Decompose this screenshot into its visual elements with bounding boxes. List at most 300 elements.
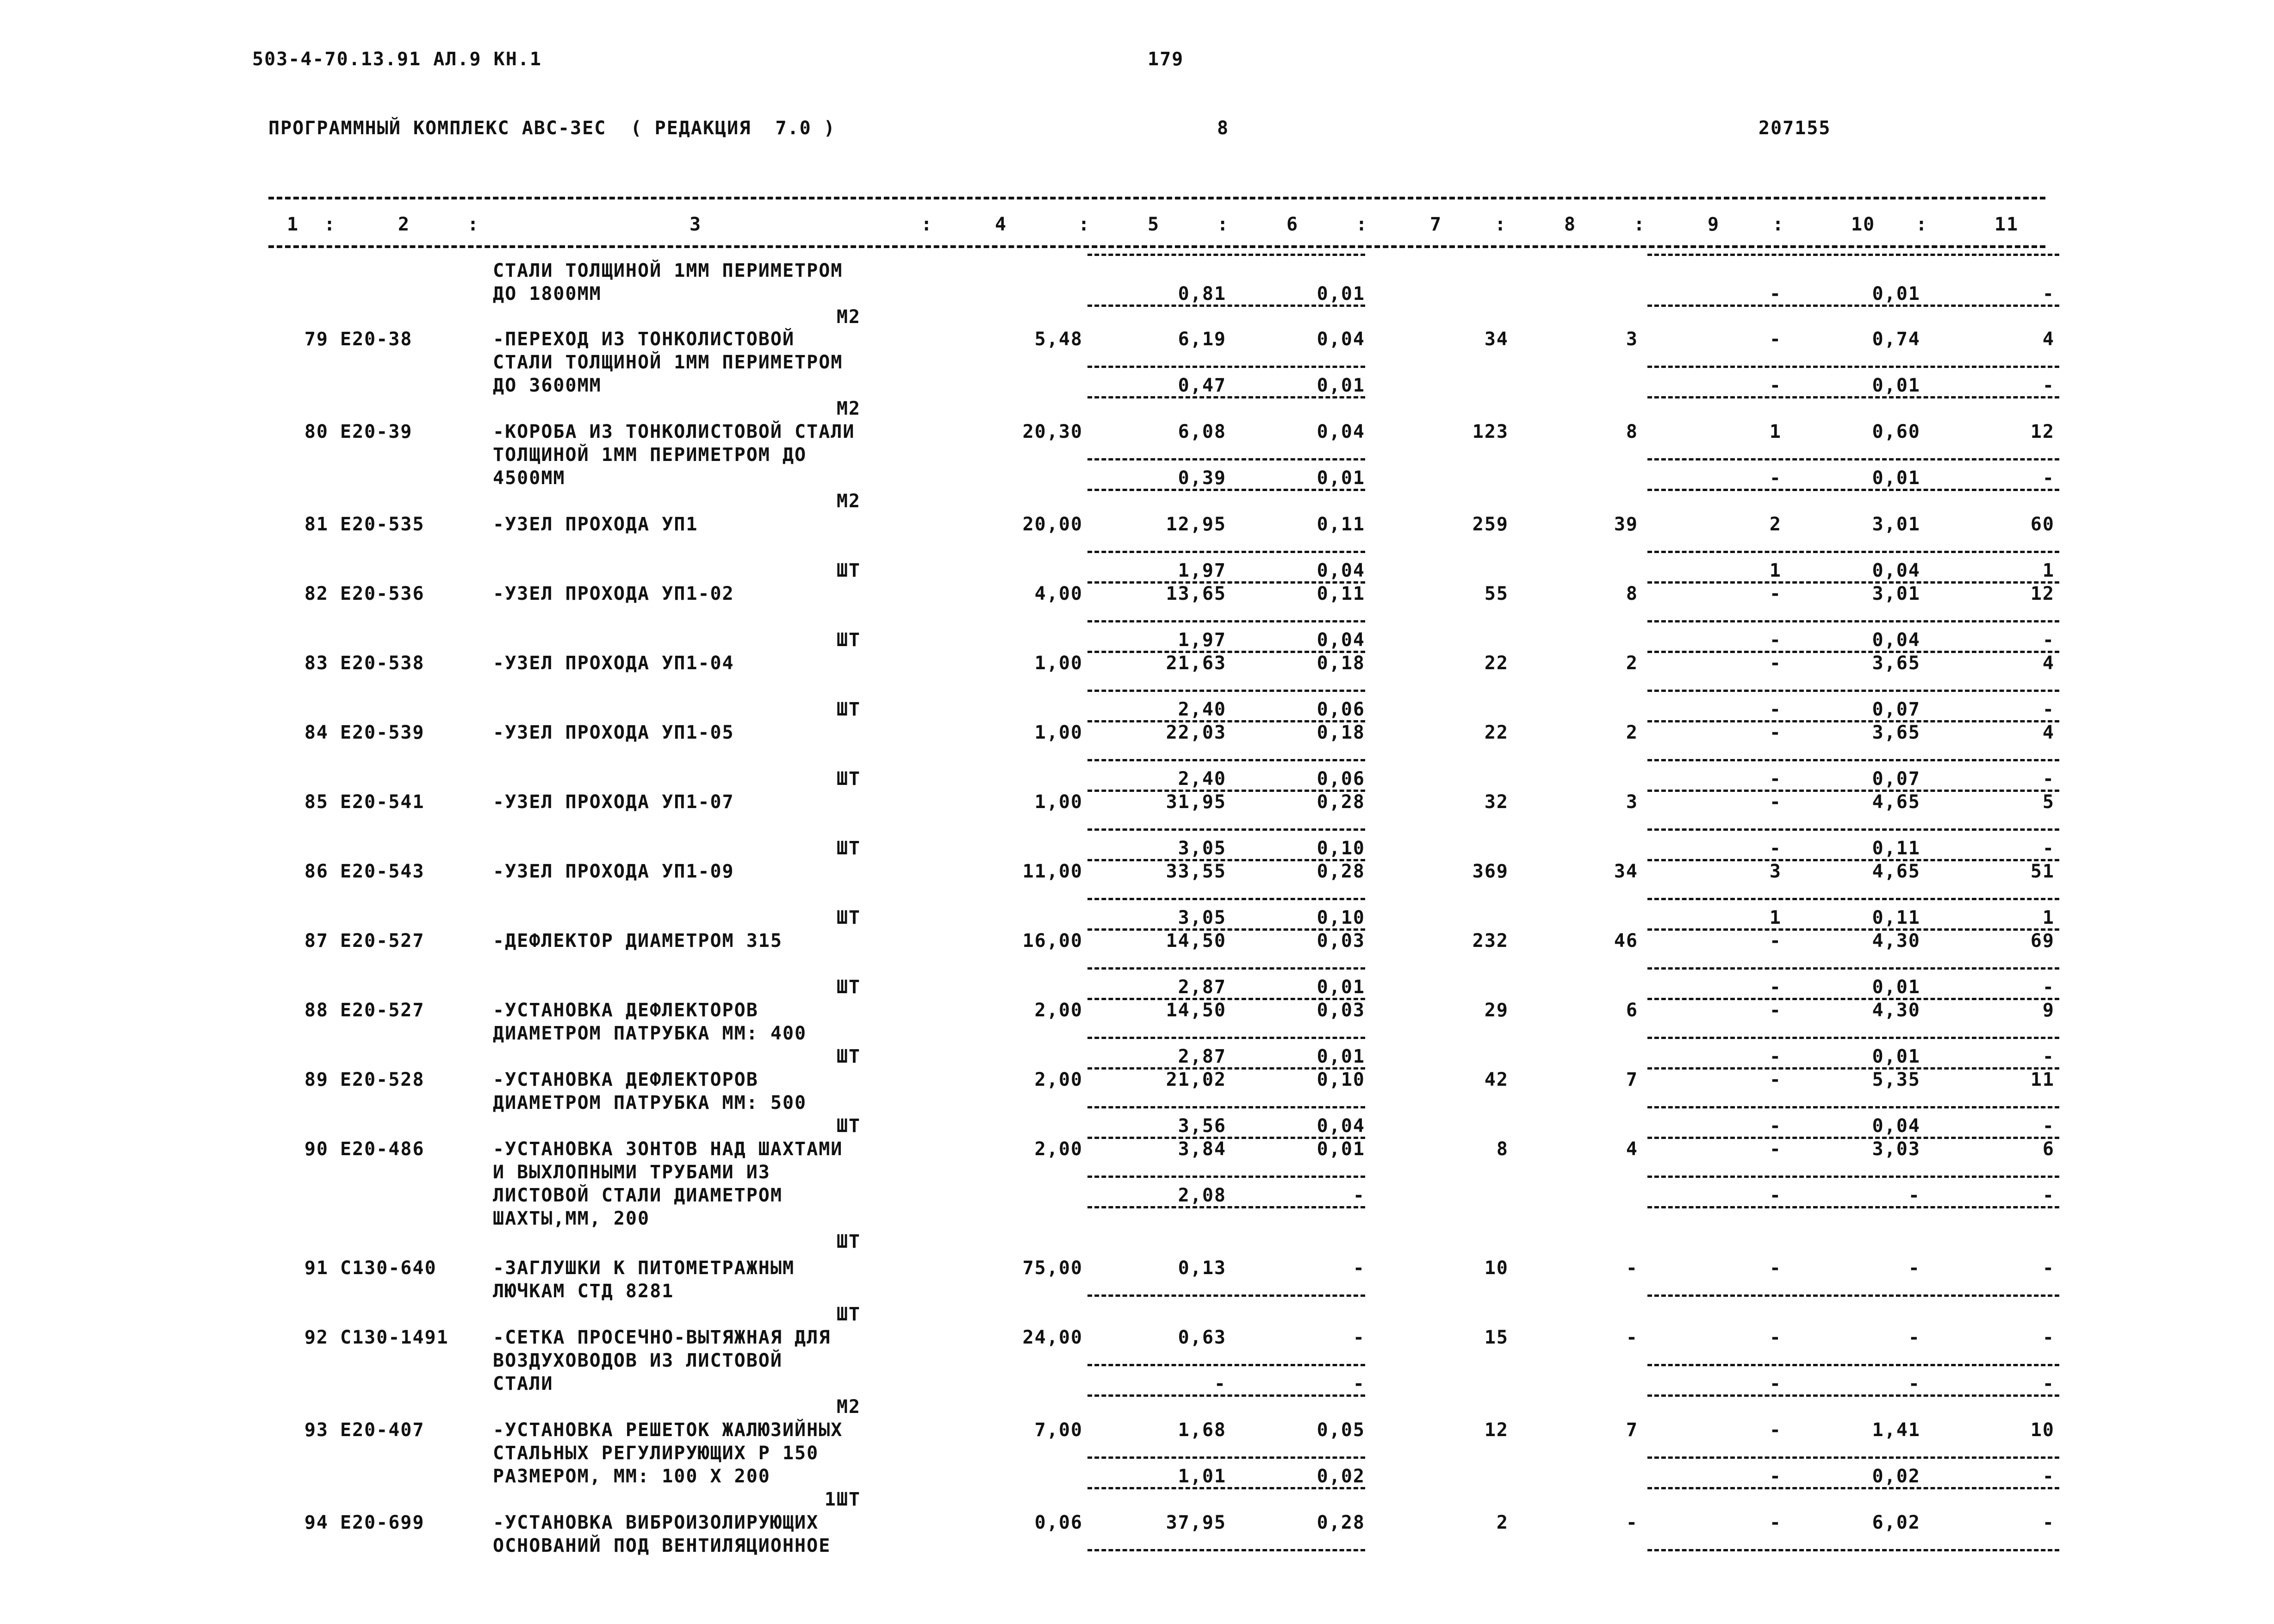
row-col8: 8	[1626, 421, 1638, 442]
row-col5: 14,50	[1166, 1000, 1226, 1021]
row-description-line: -УЗЕЛ ПРОХОДА УП1-09	[493, 861, 734, 882]
row-sub-col10: 0,04	[1872, 1115, 1920, 1137]
row-sub-col6: 0,01	[1317, 467, 1365, 489]
row-number: 85	[304, 791, 329, 813]
row-number: 84	[304, 722, 329, 743]
row-sub-col5: -	[1214, 1373, 1226, 1394]
row-col6: 0,04	[1317, 421, 1365, 442]
cell-rule	[1087, 828, 1365, 831]
row-sub-col10: 0,01	[1872, 977, 1920, 998]
cell-rule	[1087, 1294, 1365, 1297]
row-sub-col5: 3,05	[1178, 838, 1226, 859]
cell-rule	[1647, 489, 2059, 491]
row-description-line: ДО 1800ММ	[493, 283, 602, 305]
column-separator: :	[1495, 214, 1507, 235]
row-sub-col5: 1,97	[1178, 629, 1226, 651]
row-col9: -	[1769, 583, 1782, 604]
row-description-line: 4500ММ	[493, 467, 565, 489]
row-col7: 22	[1484, 653, 1509, 674]
row-col8: -	[1626, 1512, 1638, 1533]
column-separator: :	[1217, 214, 1230, 235]
column-header-5: 5	[1148, 214, 1160, 235]
column-header-8: 8	[1564, 214, 1577, 235]
row-sub-col6: 0,01	[1317, 283, 1365, 305]
row-sub-col11: -	[2042, 768, 2055, 790]
row-sub-col6: 0,04	[1317, 629, 1365, 651]
row-sub-col11: -	[2042, 1046, 2055, 1067]
row-code: Е20-536	[340, 583, 425, 604]
cell-rule	[1087, 620, 1365, 622]
row-number: 81	[304, 514, 329, 535]
row-description-line: ЛЮЧКАМ СТД 8281	[493, 1281, 674, 1302]
row-col5: 37,95	[1166, 1512, 1226, 1533]
row-col11: -	[2042, 1327, 2055, 1348]
row-col8: 7	[1626, 1069, 1638, 1090]
row-code: Е20-527	[340, 930, 425, 952]
cell-rule	[1647, 1549, 2059, 1551]
row-sub-col11: -	[2042, 375, 2055, 396]
column-header-9: 9	[1708, 214, 1720, 235]
row-col11: 5	[2042, 791, 2055, 813]
row-description-line: ШАХТЫ,ММ, 200	[493, 1208, 650, 1229]
row-col11: 51	[2030, 861, 2055, 882]
row-col5: 1,68	[1178, 1419, 1226, 1441]
row-number: 90	[304, 1139, 329, 1160]
column-header-4: 4	[995, 214, 1007, 235]
row-col10: 3,65	[1872, 722, 1920, 743]
row-quantity: 5,48	[1034, 329, 1083, 350]
section-number: 8	[1217, 118, 1230, 139]
cell-rule	[1647, 1106, 2059, 1108]
row-quantity: 11,00	[1022, 861, 1083, 882]
cell-rule	[1647, 967, 2059, 970]
cell-rule	[1087, 489, 1365, 491]
row-sub-col9: -	[1769, 1185, 1782, 1206]
page-number: 179	[1148, 49, 1184, 70]
cell-rule	[1087, 305, 1365, 307]
row-sub-col11: 1	[2042, 907, 2055, 928]
row-col10: 4,30	[1872, 930, 1920, 952]
cell-rule	[1087, 759, 1365, 761]
row-sub-col11: 1	[2042, 560, 2055, 581]
row-description-line: -ЗАГЛУШКИ К ПИТОМЕТРАЖНЫМ	[493, 1257, 795, 1279]
row-sub-col9: -	[1769, 1466, 1782, 1487]
row-col6: 0,18	[1317, 722, 1365, 743]
row-quantity: 24,00	[1022, 1327, 1083, 1348]
row-unit: ШТ	[836, 560, 861, 581]
row-code: Е20-486	[340, 1139, 425, 1160]
row-quantity: 7,00	[1034, 1419, 1083, 1441]
row-col7: 232	[1472, 930, 1509, 952]
row-col9: 1	[1769, 421, 1782, 442]
cell-rule	[1647, 396, 2059, 398]
row-description-line: -УЗЕЛ ПРОХОДА УП1-05	[493, 722, 734, 743]
row-sub-col5: 2,87	[1178, 977, 1226, 998]
row-sub-col5: 0,47	[1178, 375, 1226, 396]
row-sub-col5: 3,56	[1178, 1115, 1226, 1137]
row-description-line: СТАЛИ	[493, 1373, 553, 1394]
cell-rule	[1647, 828, 2059, 831]
doc-code: 503-4-70.13.91 АЛ.9 КН.1	[252, 49, 542, 70]
column-header-2: 2	[398, 214, 410, 235]
row-description-line: ДО 3600ММ	[493, 375, 602, 396]
column-separator: :	[1772, 214, 1785, 235]
row-col5: 3,84	[1178, 1139, 1226, 1160]
row-sub-col9: -	[1769, 768, 1782, 790]
cell-rule	[1647, 690, 2059, 692]
row-number: 93	[304, 1419, 329, 1441]
row-sub-col11: -	[2042, 699, 2055, 720]
cell-rule	[1647, 620, 2059, 622]
program-title: ПРОГРАММНЫЙ КОМПЛЕКС АВС-ЗЕС ( РЕДАКЦИЯ 7.0 )	[268, 118, 836, 139]
row-col5: 33,55	[1166, 861, 1226, 882]
row-sub-col11: -	[2042, 629, 2055, 651]
row-sub-col6: 0,02	[1317, 1466, 1365, 1487]
row-sub-col6: 0,01	[1317, 1046, 1365, 1067]
row-col7: 15	[1484, 1327, 1509, 1348]
row-col6: 0,04	[1317, 329, 1365, 350]
row-col8: 3	[1626, 329, 1638, 350]
row-col8: 3	[1626, 791, 1638, 813]
cell-rule	[1087, 1549, 1365, 1551]
row-code: Е20-528	[340, 1069, 425, 1090]
column-header-10: 10	[1851, 214, 1876, 235]
row-col10: 0,60	[1872, 421, 1920, 442]
row-col6: 0,28	[1317, 861, 1365, 882]
row-col6: 0,11	[1317, 514, 1365, 535]
cell-rule	[1087, 1206, 1365, 1208]
row-col8: 7	[1626, 1419, 1638, 1441]
row-description-line: ТОЛЩИНОЙ 1ММ ПЕРИМЕТРОМ ДО	[493, 444, 807, 466]
column-header-3: 3	[690, 214, 702, 235]
row-sub-col9: -	[1769, 1115, 1782, 1137]
row-col9: -	[1769, 653, 1782, 674]
row-sub-col11: -	[2042, 283, 2055, 305]
cell-rule	[1647, 1037, 2059, 1039]
row-sub-col6: 0,04	[1317, 560, 1365, 581]
row-sub-col10: 0,07	[1872, 768, 1920, 790]
row-unit: ШТ	[836, 1115, 861, 1137]
table-header-rule	[268, 245, 2045, 248]
row-sub-col10: 0,01	[1872, 283, 1920, 305]
row-col6: 0,01	[1317, 1139, 1365, 1160]
row-quantity: 4,00	[1034, 583, 1083, 604]
row-col10: 4,65	[1872, 861, 1920, 882]
row-col7: 42	[1484, 1069, 1509, 1090]
row-quantity: 1,00	[1034, 791, 1083, 813]
row-description-line: -СЕТКА ПРОСЕЧНО-ВЫТЯЖНАЯ ДЛЯ	[493, 1327, 831, 1348]
row-sub-col5: 1,01	[1178, 1466, 1226, 1487]
cell-rule	[1087, 366, 1365, 368]
row-unit: ШТ	[836, 1304, 861, 1325]
row-code: Е20-38	[340, 329, 413, 350]
row-col6: 0,11	[1317, 583, 1365, 604]
row-sub-col10: 0,01	[1872, 1046, 1920, 1067]
row-description-line: -УЗЕЛ ПРОХОДА УП1-04	[493, 653, 734, 674]
row-col7: 29	[1484, 1000, 1509, 1021]
row-col6: 0,10	[1317, 1069, 1365, 1090]
row-col9: 2	[1769, 514, 1782, 535]
row-unit: 1ШТ	[824, 1489, 861, 1510]
row-sub-col9: 1	[1769, 907, 1782, 928]
row-col8: 6	[1626, 1000, 1638, 1021]
row-col7: 12	[1484, 1419, 1509, 1441]
column-separator: :	[1078, 214, 1091, 235]
document-id: 207155	[1758, 118, 1831, 139]
row-description-line: -ДЕФЛЕКТОР ДИАМЕТРОМ 315	[493, 930, 783, 952]
row-col6: -	[1353, 1327, 1365, 1348]
row-col10: 4,65	[1872, 791, 1920, 813]
row-col9: -	[1769, 1069, 1782, 1090]
column-separator: :	[1916, 214, 1928, 235]
row-number: 91	[304, 1257, 329, 1279]
row-col8: 2	[1626, 653, 1638, 674]
cell-rule	[1647, 1176, 2059, 1178]
row-unit: ШТ	[836, 768, 861, 790]
row-sub-col11: -	[2042, 838, 2055, 859]
row-col11: 12	[2030, 421, 2055, 442]
row-col5: 21,63	[1166, 653, 1226, 674]
cell-rule	[1087, 898, 1365, 900]
row-col10: 6,02	[1872, 1512, 1920, 1533]
row-col7: 369	[1472, 861, 1509, 882]
row-quantity: 20,30	[1022, 421, 1083, 442]
row-number: 88	[304, 1000, 329, 1021]
cell-rule	[1087, 690, 1365, 692]
row-sub-col9: -	[1769, 467, 1782, 489]
cell-rule	[1087, 1394, 1365, 1397]
row-sub-col10: -	[1908, 1185, 1920, 1206]
row-quantity: 0,06	[1034, 1512, 1083, 1533]
row-col8: 46	[1614, 930, 1638, 952]
row-sub-col10: 0,07	[1872, 699, 1920, 720]
row-sub-col9: -	[1769, 1046, 1782, 1067]
row-quantity: 1,00	[1034, 653, 1083, 674]
row-col11: 12	[2030, 583, 2055, 604]
cell-rule	[1647, 305, 2059, 307]
row-sub-col6: -	[1353, 1373, 1365, 1394]
row-col10: 3,01	[1872, 583, 1920, 604]
row-col6: 0,03	[1317, 1000, 1365, 1021]
cell-rule	[1087, 967, 1365, 970]
row-col8: -	[1626, 1327, 1638, 1348]
cell-rule	[1087, 1106, 1365, 1108]
column-separator: :	[467, 214, 480, 235]
cell-rule	[1087, 1037, 1365, 1039]
row-col9: -	[1769, 1139, 1782, 1160]
row-sub-col5: 2,87	[1178, 1046, 1226, 1067]
row-number: 83	[304, 653, 329, 674]
cell-rule	[1087, 551, 1365, 553]
column-header-7: 7	[1430, 214, 1442, 235]
row-description-line: -УСТАНОВКА ДЕФЛЕКТОРОВ	[493, 1069, 758, 1090]
row-code: С130-640	[340, 1257, 437, 1279]
row-col7: 123	[1472, 421, 1509, 442]
row-description-line: -УСТАНОВКА ВИБРОИЗОЛИРУЮЩИХ	[493, 1512, 819, 1533]
row-sub-col11: -	[2042, 977, 2055, 998]
row-description-line: -УСТАНОВКА ДЕФЛЕКТОРОВ	[493, 1000, 758, 1021]
row-col9: -	[1769, 329, 1782, 350]
row-unit: М2	[836, 306, 861, 328]
column-header-6: 6	[1286, 214, 1299, 235]
row-col5: 6,19	[1178, 329, 1226, 350]
row-col5: 0,63	[1178, 1327, 1226, 1348]
row-code: Е20-538	[340, 653, 425, 674]
row-number: 94	[304, 1512, 329, 1533]
row-col11: 11	[2030, 1069, 2055, 1090]
row-unit: М2	[836, 491, 861, 512]
row-col11: 4	[2042, 329, 2055, 350]
column-header-1: 1	[287, 214, 299, 235]
row-col8: 8	[1626, 583, 1638, 604]
row-quantity: 2,00	[1034, 1069, 1083, 1090]
row-col10: 5,35	[1872, 1069, 1920, 1090]
row-col8: 34	[1614, 861, 1638, 882]
row-sub-col10: 0,01	[1872, 467, 1920, 489]
row-code: Е20-39	[340, 421, 413, 442]
column-separator: :	[1356, 214, 1368, 235]
cell-rule	[1647, 1456, 2059, 1459]
row-quantity: 75,00	[1022, 1257, 1083, 1279]
row-sub-col6: 0,04	[1317, 1115, 1365, 1137]
row-description-line: И ВЫХЛОПНЫМИ ТРУБАМИ ИЗ	[493, 1162, 770, 1183]
row-col7: 22	[1484, 722, 1509, 743]
row-col11: 6	[2042, 1139, 2055, 1160]
row-col5: 22,03	[1166, 722, 1226, 743]
cell-rule	[1647, 458, 2059, 460]
row-code: Е20-699	[340, 1512, 425, 1533]
row-quantity: 2,00	[1034, 1139, 1083, 1160]
row-sub-col11: -	[2042, 1466, 2055, 1487]
row-col5: 0,13	[1178, 1257, 1226, 1279]
cell-rule	[1647, 366, 2059, 368]
row-col7: 259	[1472, 514, 1509, 535]
row-col7: 2	[1496, 1512, 1509, 1533]
cell-rule	[1647, 759, 2059, 761]
row-description-line: ЛИСТОВОЙ СТАЛИ ДИАМЕТРОМ	[493, 1185, 783, 1206]
row-sub-col11: -	[2042, 1115, 2055, 1137]
row-col5: 14,50	[1166, 930, 1226, 952]
row-col9: -	[1769, 930, 1782, 952]
row-col6: 0,18	[1317, 653, 1365, 674]
cell-rule	[1647, 1206, 2059, 1208]
row-unit: М2	[836, 1396, 861, 1418]
row-col5: 6,08	[1178, 421, 1226, 442]
row-col11: -	[2042, 1257, 2055, 1279]
row-description-line: СТАЛЬНЫХ РЕГУЛИРУЮЩИХ Р 150	[493, 1443, 819, 1464]
row-description-line: ДИАМЕТРОМ ПАТРУБКА ММ: 400	[493, 1023, 807, 1044]
row-code: Е20-527	[340, 1000, 425, 1021]
row-description-line: -УЗЕЛ ПРОХОДА УП1	[493, 514, 698, 535]
row-sub-col6: 0,01	[1317, 375, 1365, 396]
row-unit: ШТ	[836, 977, 861, 998]
row-quantity: 1,00	[1034, 722, 1083, 743]
row-sub-col5: 0,39	[1178, 467, 1226, 489]
row-sub-col11: -	[2042, 1185, 2055, 1206]
row-sub-col9: -	[1769, 283, 1782, 305]
row-description-line: -КОРОБА ИЗ ТОНКОЛИСТОВОЙ СТАЛИ	[493, 421, 855, 442]
row-col8: 4	[1626, 1139, 1638, 1160]
row-sub-col11: -	[2042, 467, 2055, 489]
row-description-line: -УЗЕЛ ПРОХОДА УП1-07	[493, 791, 734, 813]
row-col7: 10	[1484, 1257, 1509, 1279]
row-col7: 55	[1484, 583, 1509, 604]
row-sub-col6: 0,10	[1317, 838, 1365, 859]
row-col10: 3,03	[1872, 1139, 1920, 1160]
row-sub-col9: -	[1769, 977, 1782, 998]
row-col10: 4,30	[1872, 1000, 1920, 1021]
row-sub-col5: 0,81	[1178, 283, 1226, 305]
row-col10: 3,65	[1872, 653, 1920, 674]
table-top-rule	[268, 197, 2045, 199]
row-col10: -	[1908, 1257, 1920, 1279]
row-sub-col5: 3,05	[1178, 907, 1226, 928]
row-col7: 32	[1484, 791, 1509, 813]
row-number: 87	[304, 930, 329, 952]
row-unit: ШТ	[836, 1231, 861, 1252]
row-col10: 1,41	[1872, 1419, 1920, 1441]
row-unit: ШТ	[836, 699, 861, 720]
row-sub-col9: -	[1769, 1373, 1782, 1394]
cell-rule	[1087, 396, 1365, 398]
cell-rule	[1087, 1456, 1365, 1459]
cell-rule	[1647, 1487, 2059, 1489]
cell-rule	[1087, 1364, 1365, 1366]
row-sub-col6: 0,10	[1317, 907, 1365, 928]
row-sub-col6: 0,01	[1317, 977, 1365, 998]
row-col8: 39	[1614, 514, 1638, 535]
cell-rule	[1647, 254, 2059, 256]
row-col11: 4	[2042, 722, 2055, 743]
row-col6: 0,28	[1317, 1512, 1365, 1533]
row-number: 80	[304, 421, 329, 442]
row-col9: -	[1769, 1000, 1782, 1021]
row-sub-col5: 1,97	[1178, 560, 1226, 581]
row-sub-col10: 0,11	[1872, 907, 1920, 928]
row-sub-col10: 0,11	[1872, 838, 1920, 859]
row-description-line: -ПЕРЕХОД ИЗ ТОНКОЛИСТОВОЙ	[493, 329, 795, 350]
row-sub-col10: 0,04	[1872, 629, 1920, 651]
row-col10: 0,74	[1872, 329, 1920, 350]
cell-rule	[1647, 551, 2059, 553]
cell-rule	[1647, 1364, 2059, 1366]
row-sub-col10: 0,02	[1872, 1466, 1920, 1487]
row-number: 89	[304, 1069, 329, 1090]
cell-rule	[1087, 458, 1365, 460]
row-sub-col9: 1	[1769, 560, 1782, 581]
row-quantity: 16,00	[1022, 930, 1083, 952]
column-separator: :	[324, 214, 336, 235]
row-description-line: ОСНОВАНИЙ ПОД ВЕНТИЛЯЦИОННОЕ	[493, 1535, 831, 1556]
row-quantity: 20,00	[1022, 514, 1083, 535]
row-sub-col9: -	[1769, 629, 1782, 651]
row-sub-col10: 0,04	[1872, 560, 1920, 581]
row-col5: 12,95	[1166, 514, 1226, 535]
row-number: 86	[304, 861, 329, 882]
row-col11: 60	[2030, 514, 2055, 535]
row-col6: 0,05	[1317, 1419, 1365, 1441]
row-col7: 8	[1496, 1139, 1509, 1160]
row-col5: 13,65	[1166, 583, 1226, 604]
row-col9: -	[1769, 1257, 1782, 1279]
row-unit: ШТ	[836, 629, 861, 651]
row-col8: 2	[1626, 722, 1638, 743]
column-separator: :	[921, 214, 933, 235]
row-quantity: 2,00	[1034, 1000, 1083, 1021]
row-unit: М2	[836, 398, 861, 419]
row-sub-col10: 0,01	[1872, 375, 1920, 396]
row-sub-col5: 2,08	[1178, 1185, 1226, 1206]
